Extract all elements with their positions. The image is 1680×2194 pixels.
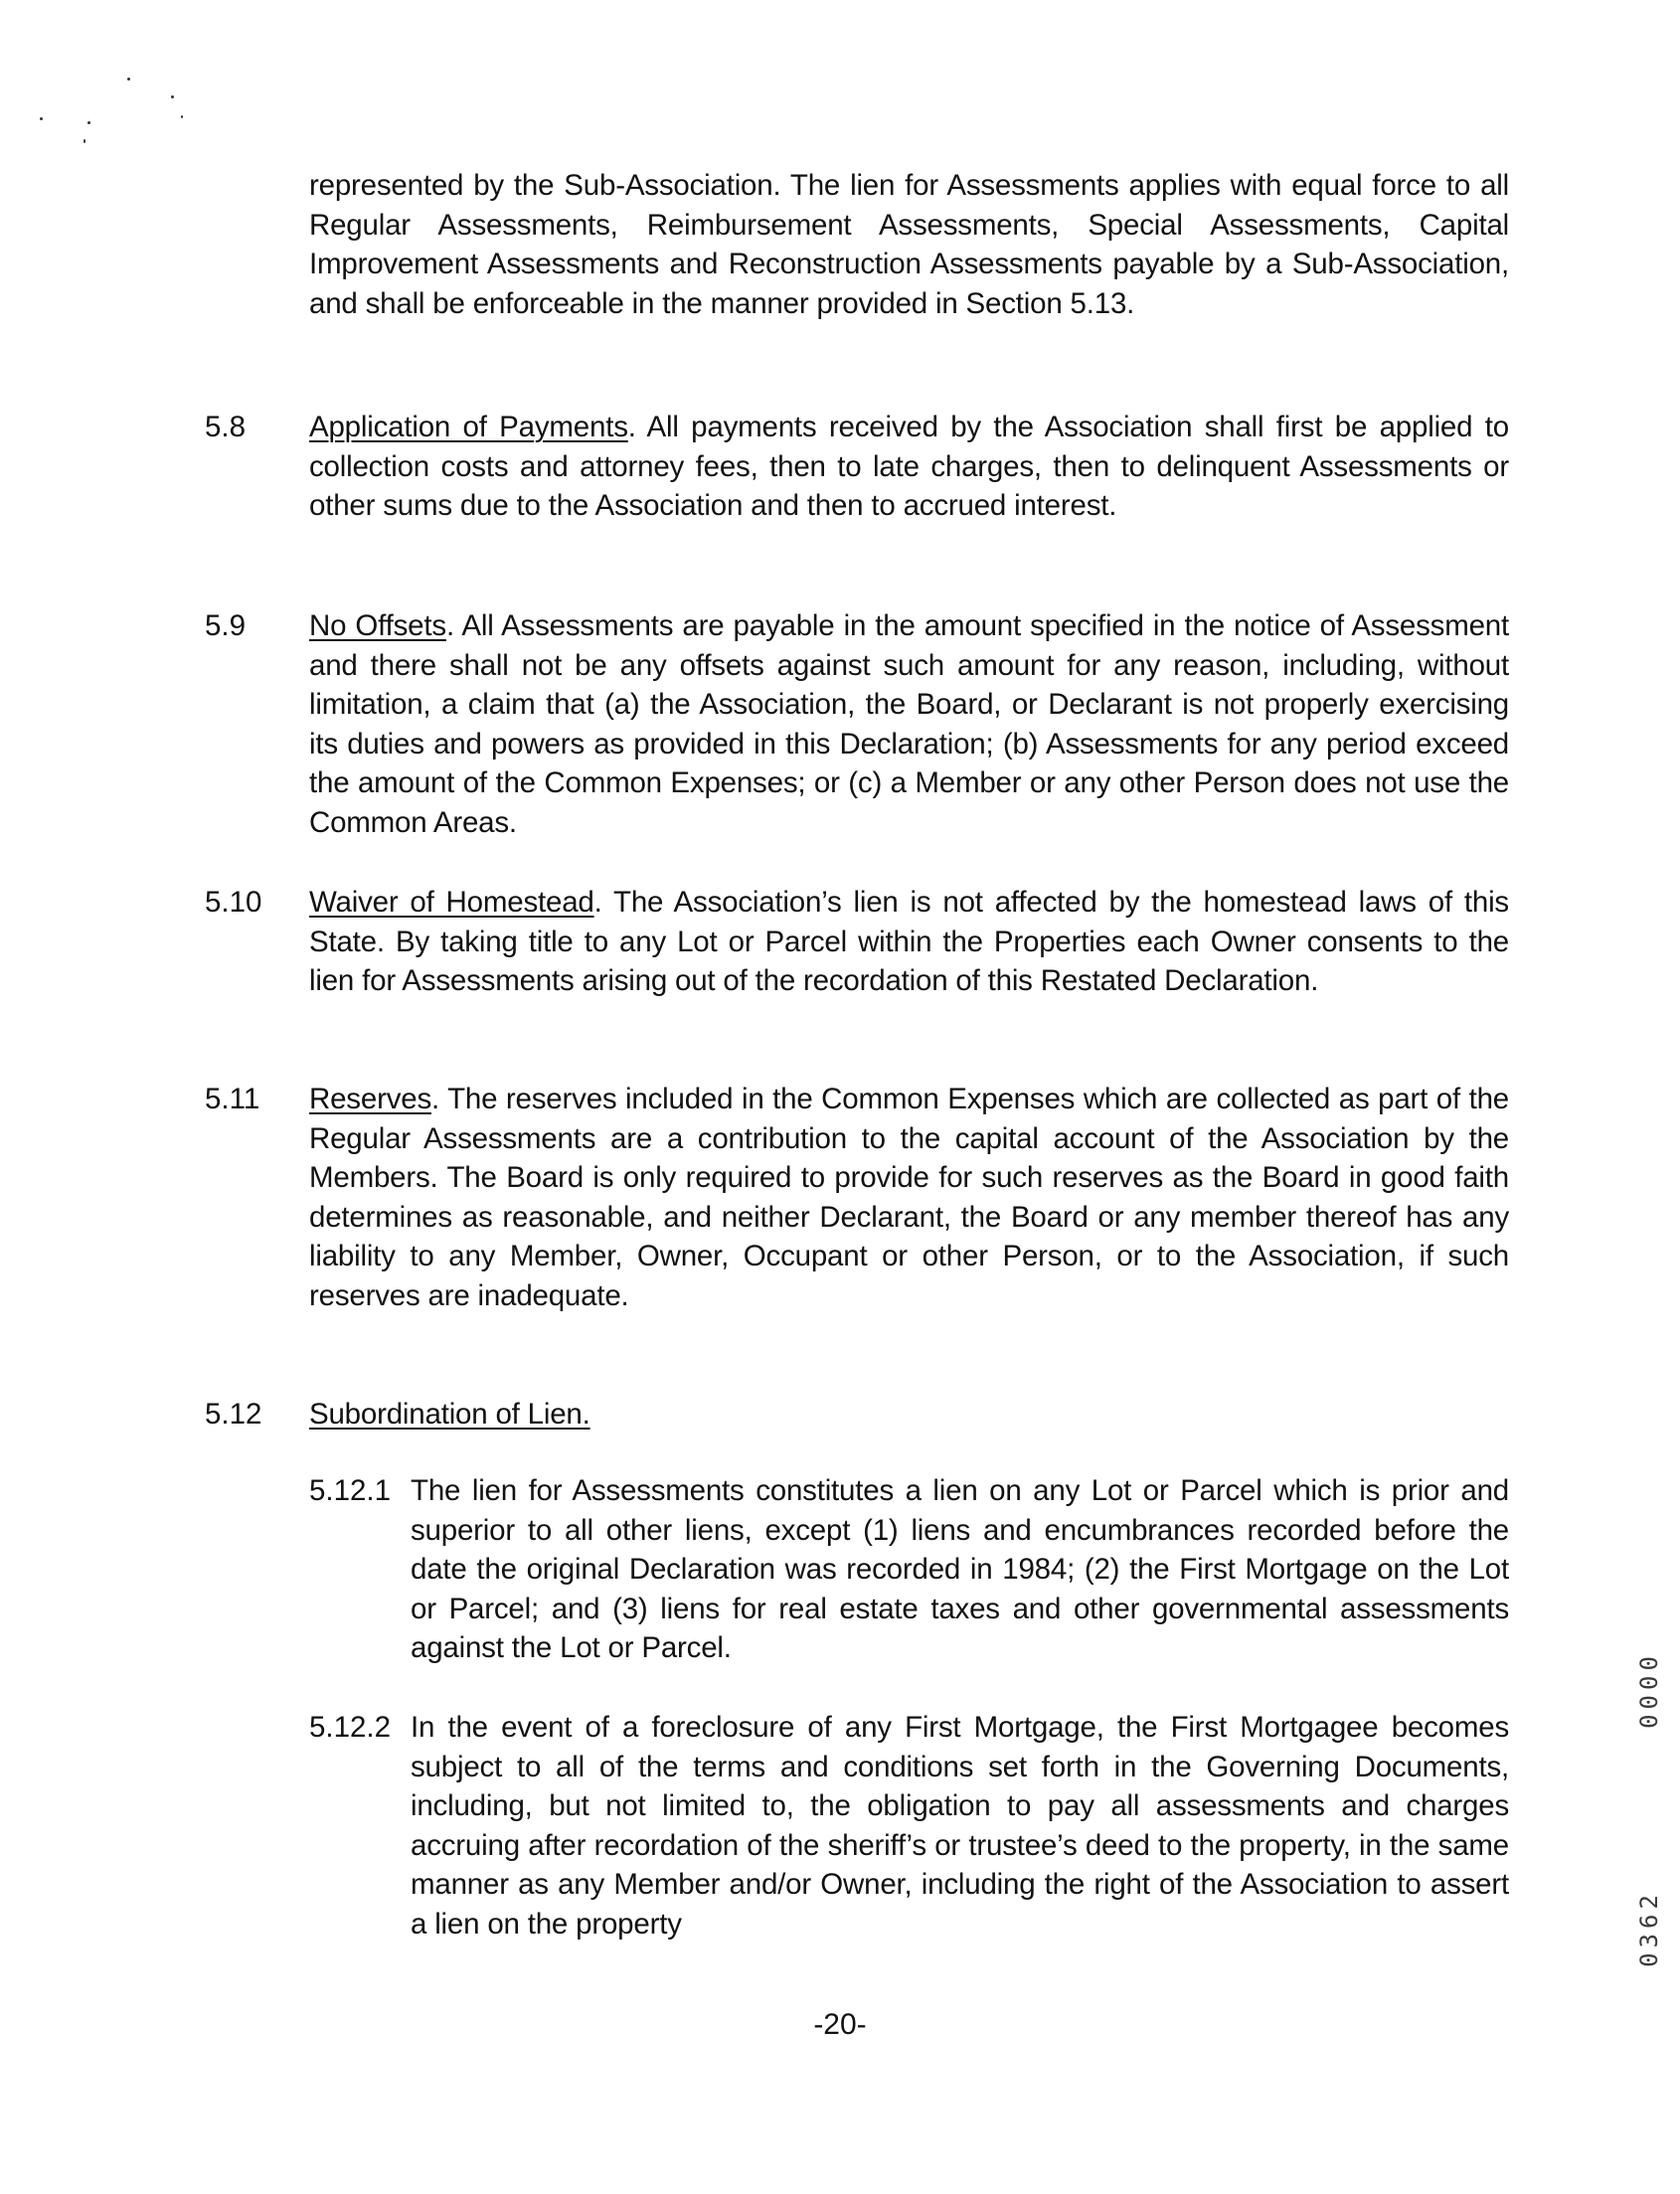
section-paragraph: [309, 606, 1509, 842]
section-paragraph: [309, 408, 1509, 526]
heading-punct: .: [627, 411, 636, 443]
section-number: 5.9: [205, 609, 247, 642]
section-number: 5.10: [205, 886, 262, 919]
section-number: 5.8: [205, 411, 247, 443]
section-heading: Subordination of Lien.: [309, 1398, 590, 1431]
subsection-paragraph: The lien for Assessments constitutes a lien on any Lot or Parcel which is prior and superior to all other liens, except (1) liens and encumbrances recorded before the date the original Declaration was recorded in 1984; (2) the First Mortgage on the Lot or Parcel; and (3) liens for real estate taxes and other governmental assessments against the Lot or Parcel.: [411, 1474, 1509, 1664]
subsection-number: 5.12.1: [309, 1474, 392, 1507]
subsection-paragraph: In the event of a foreclosure of any First Mortgage, the First Mortgagee becomes subject to all of the terms and conditions set forth in the Governing Documents, including, but not limited to, the obligation to pay all assessments and charges accruing after recordation of the sheriff’s or trustee’s deed to the property, in the same manner as any Member and/or Owner, including the right of the Association to assert a lien on the property: [411, 1711, 1509, 1941]
section-number: 5.12: [205, 1398, 262, 1431]
heading-punct: .: [593, 886, 602, 919]
scan-speck: [40, 117, 43, 120]
section-paragraph: [309, 883, 1509, 1001]
margin-stamp: [1632, 1591, 1666, 1789]
subsection-number: 5.12.2: [309, 1711, 392, 1744]
margin-stamp-text: 0000: [1635, 1651, 1664, 1729]
section-paragraph: [309, 1080, 1509, 1315]
scan-speck: [171, 95, 174, 98]
section-heading: Reserves: [309, 1083, 431, 1115]
section-heading: No Offsets: [309, 609, 446, 642]
heading-punct: .: [445, 609, 454, 642]
section-heading: Waiver of Homestead: [309, 886, 594, 919]
section-body: The Association’s lien is not affected by the homestead laws of this State. By taking title to any Lot or Parcel within the Properties each Owner consents to the lien for Assessments arising out of the recordation of this Restated Declaration.: [309, 886, 1509, 997]
margin-stamp-text: 0362: [1635, 1890, 1664, 1967]
section-body: All payments received by the Association shall first be applied to collection costs and attorney fees, then to late charges, then to delinquent Assessments or other sums due to the Association and then to accrued interest.: [309, 411, 1509, 522]
section-paragraph: [309, 1395, 1509, 1435]
scan-speck: [127, 78, 130, 81]
section-body: The reserves included in the Common Expenses which are collected as part of the Regular Assessments are a contribution to the capital account of the Association by the Members. The Board is only required to provide for such reserves as the Board in good faith determines as reasonable, and neither Declarant, the Board or any member thereof has any liability to any Member, Owner, Occupant or other Person, or to the Association, if such reserves are inadequate.: [309, 1083, 1509, 1312]
section-number: 5.11: [205, 1083, 260, 1115]
section-body: All Assessments are payable in the amount specified in the notice of Assessment and there shall not be any offsets against such amount for any reason, including, without limitation, a claim that (a) the Association, the Board, or Declarant is not properly exercising its duties and powers as provided in this Declaration; (b) Assessments for any period exceed the amount of the Common Expenses; or (c) a Member or any other Person does not use the Common Areas.: [309, 609, 1509, 839]
intro-paragraph: represented by the Sub-Association. The lien for Assessments applies with equal force to all Regular Assessments, Reimbursement Assessments, Special Assessments, Capital Improvement Assessments and Reconstruction Assessments payable by a Sub-Association, and shall be enforceable in the manner provided in Section 5.13.: [309, 169, 1509, 320]
scan-speck: [181, 115, 183, 118]
heading-punct: .: [431, 1083, 439, 1115]
section-heading: Application of Payments: [309, 411, 628, 443]
page-number: -20-: [813, 2008, 867, 2041]
scan-speck: [87, 121, 90, 124]
margin-stamp: [1632, 1829, 1666, 2028]
scan-speck: [84, 139, 85, 143]
